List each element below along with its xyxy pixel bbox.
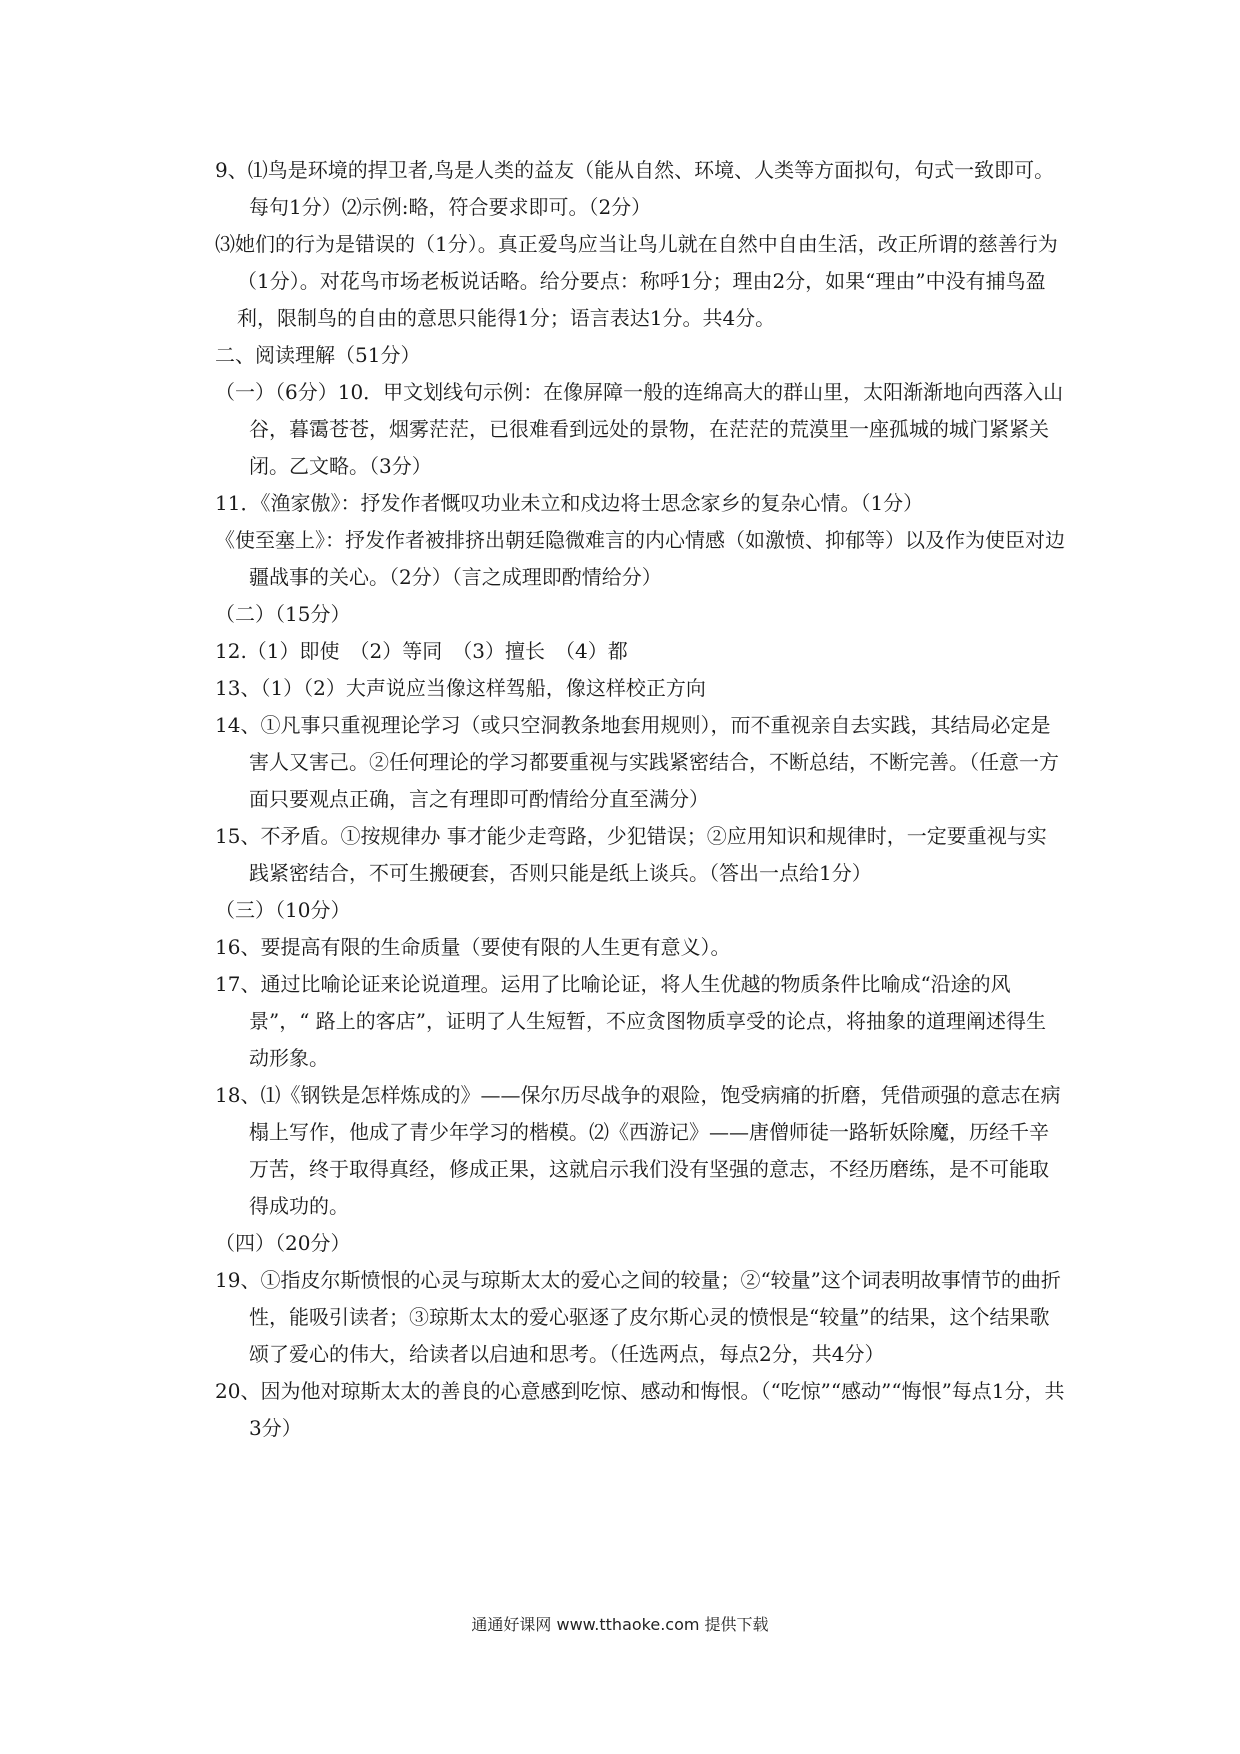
answer-11-part2: 《使至塞上》：抒发作者被排挤出朝廷隐微难言的内心情感（如激愤、抑郁等）以及作为使臣对边疆战事的关心。（2分）（言之成理即酌情给分） [215, 528, 1065, 589]
answer-18: 18、⑴《钢铁是怎样炼成的》——保尔历尽战争的艰险，饱受病痛的折磨，凭借顽强的意志在病榻上写作，他成了青少年学习的楷模。⑵《西游记》——唐僧师徒一路斩妖除魔，历经千辛万苦，终于取得真经，修成正果，这就启示我们没有坚强的意志，不经历磨练，是不可能取得成功的。 [215, 1083, 1061, 1218]
page-footer: 通通好课网 www.tthaoke.com 提供下载 [471, 1615, 769, 1634]
answer-14: 14、①凡事只重视理论学习（或只空洞教条地套用规则），而不重视亲自去实践，其结局必定是害人又害己。②任何理论的学习都要重视与实践紧密结合，不断总结，不断完善。（任意一方面只要观点正确，言之有理即可酌情给分直至满分） [215, 713, 1059, 811]
subsection-heading-2: （二）（15分） [215, 602, 351, 626]
answer-key-body [215, 152, 1065, 1447]
answer-15: 15、不矛盾。①按规律办 事才能少走弯路，少犯错误；②应用知识和规律时，一定要重视与实践紧密结合，不可生搬硬套，否则只能是纸上谈兵。（答出一点给1分） [215, 824, 1047, 885]
section-heading-reading: 二、阅读理解（51分） [215, 343, 421, 367]
answer-17: 17、通过比喻论证来论说道理。运用了比喻论证，将人生优越的物质条件比喻成“沿途的风景”，“ 路上的客店”，证明了人生短暂，不应贪图物质享受的论点，将抽象的道理阐述得生动形象。 [215, 972, 1047, 1070]
subsection-heading-3: （三）（10分） [215, 898, 351, 922]
answer-9-part3: ⑶她们的行为是错误的（1分）。真正爱鸟应当让鸟儿就在自然中自由生活，改正所谓的慈善行为（1分）。对花鸟市场老板说话略。给分要点：称呼1分；理由2分，如果“理由”中没有捕鸟盈利，限制鸟的自由的意思只能得1分；语言表达1分。共4分。 [215, 232, 1058, 330]
answer-11: 11．《渔家傲》：抒发作者慨叹功业未立和戍边将士思念家乡的复杂心情。（1分） [215, 491, 924, 515]
subsection-heading-4: （四）（20分） [215, 1231, 351, 1255]
answer-12: 12.（1）即使 （2）等同 （3）擅长 （4）都 [215, 639, 628, 663]
answer-16: 16、要提高有限的生命质量（要使有限的人生更有意义）。 [215, 935, 731, 959]
answer-10: （一）（6分）10．甲文划线句示例：在像屏障一般的连绵高大的群山里，太阳渐渐地向西落入山谷，暮霭苍苍，烟雾茫茫，已很难看到远处的景物，在茫茫的荒漠里一座孤城的城门紧紧关闭。乙文略。（3分） [215, 380, 1064, 478]
answer-20: 20、因为他对琼斯太太的善良的心意感到吃惊、感动和悔恨。（“吃惊”“感动”“悔恨”每点1分，共3分） [215, 1379, 1065, 1440]
answer-19: 19、①指皮尔斯愤恨的心灵与琼斯太太的爱心之间的较量；②“较量”这个词表明故事情节的曲折性，能吸引读者；③琼斯太太的爱心驱逐了皮尔斯心灵的愤恨是“较量”的结果，这个结果歌颂了爱心的伟大，给读者以启迪和思考。（任选两点，每点2分，共4分） [215, 1268, 1061, 1366]
answer-9: 9、⑴鸟是环境的捍卫者,鸟是人类的益友（能从自然、环境、人类等方面拟句，句式一致即可。每句1分）⑵示例:略，符合要求即可。（2分） [215, 158, 1055, 219]
answer-13: 13、（1）（2）大声说应当像这样驾船，像这样校正方向 [215, 676, 706, 700]
